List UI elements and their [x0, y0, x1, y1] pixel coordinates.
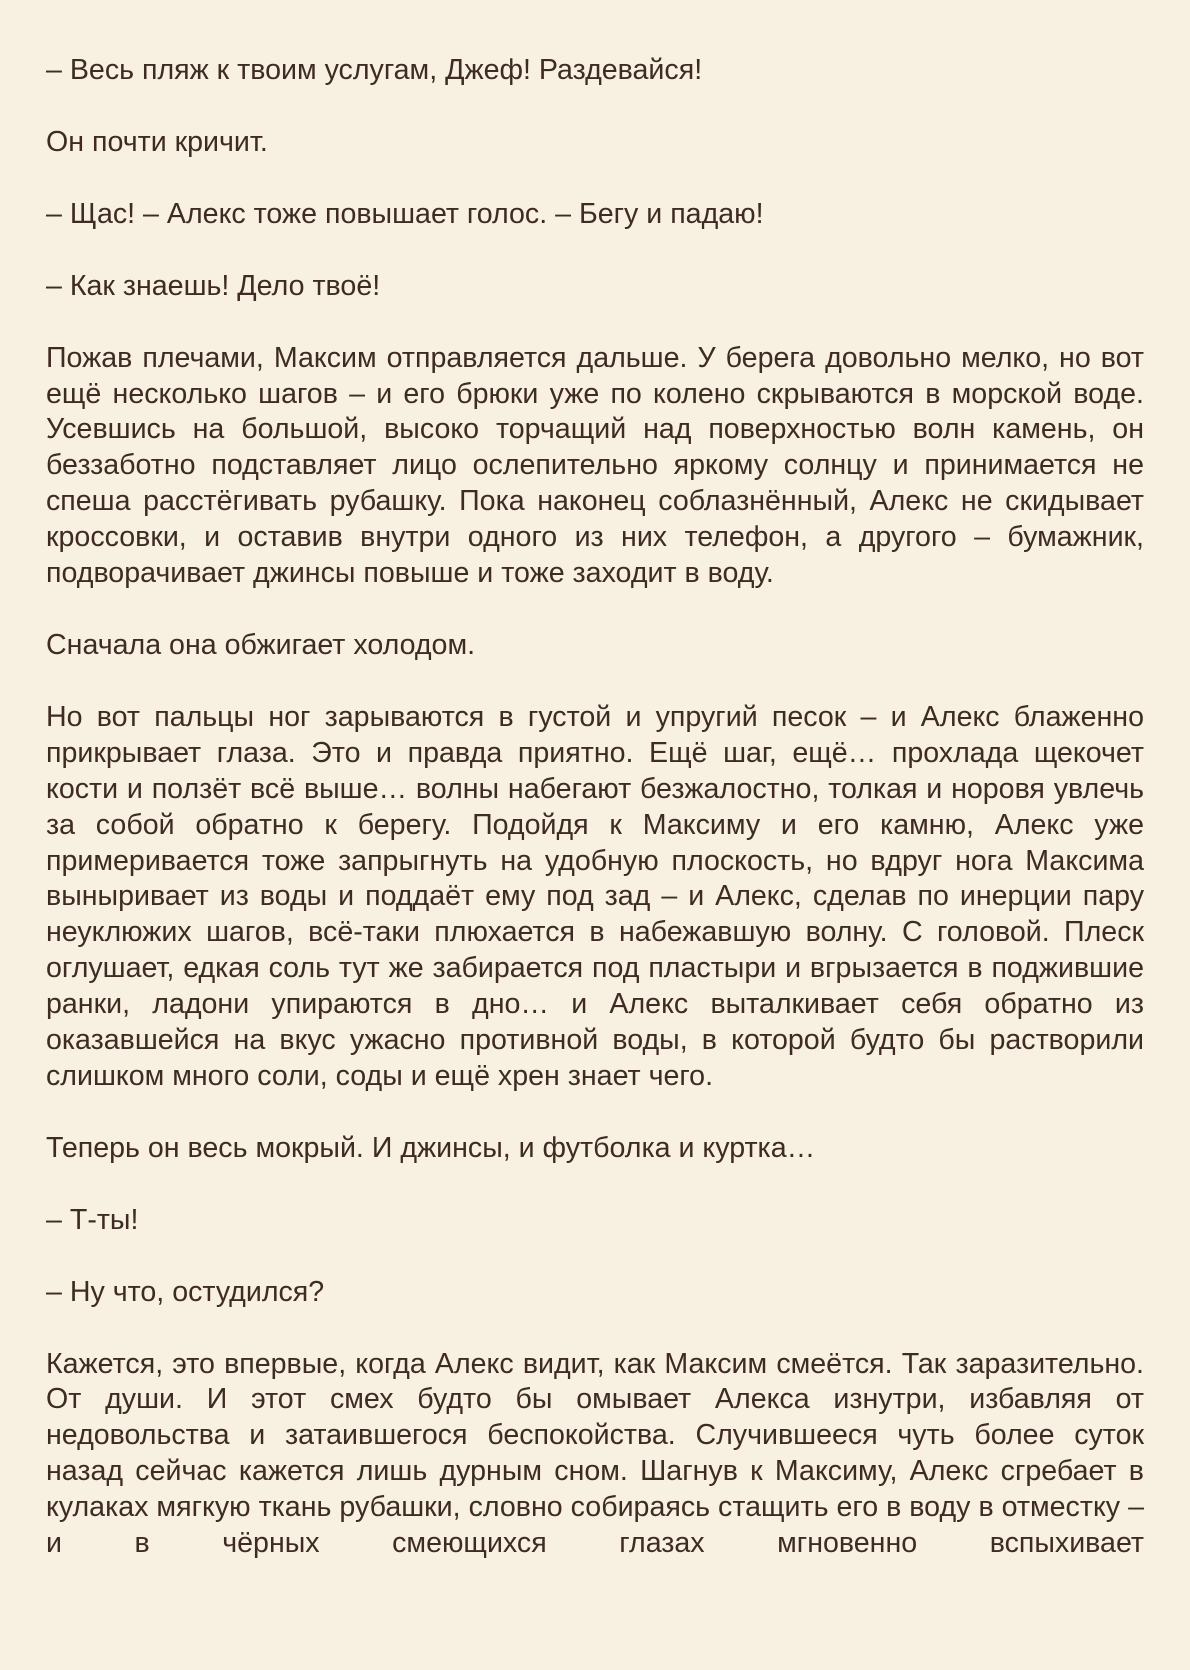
- paragraph-dialogue-you: – Т-ты!: [46, 1203, 139, 1236]
- paragraph-cold-water: Сначала она обжигает холодом.: [46, 628, 476, 661]
- paragraph-dialogue-beach: – Весь пляж к твоим услугам, Джеф! Раздевайся!: [46, 54, 703, 86]
- paragraph-all-wet: Теперь он весь мокрый. И джинсы, и футболка и куртка…: [46, 1131, 816, 1164]
- paragraph-alex-falls: Но вот пальцы ног зарываются в густой и упругий песок – и Алекс блаженно прикрывает глаза. Это и правда приятно. Ещё шаг, ещё… прохлада щекочет кости и ползёт всё выше… волны набегают безжалостно, толкая и норовя увлечь за собой обратно к берегу. Подойдя к Максиму и его камню, Алекс уже примеривается тоже запрыгнуть на удобную плоскость, но вдруг нога Максима выныривает из воды и поддаёт ему под зад – и Алекс, сделав по инерции пару неуклюжих шагов, всё-таки плюхается в набежавшую волну. С головой. Плеск оглушает, едкая соль тут же забирается под пластыри и вгрызается в поджившие ранки, ладони упираются в дно… и Алекс выталкивает себя обратно из оказавшейся на вкус ужасно противной воды, в которой будто бы растворили слишком много соли, соды и ещё хрен знает чего.: [46, 700, 1144, 1092]
- paragraph-dialogue-cooled-down: – Ну что, остудился?: [46, 1275, 325, 1308]
- paragraph-dialogue-reply: – Щас! – Алекс тоже повышает голос. – Бегу и падаю!: [46, 197, 764, 230]
- book-page: [46, 53, 1144, 1562]
- paragraph-maxim-laughs: Кажется, это впервые, когда Алекс видит, как Максим смеётся. Так заразительно. От души. И этот смех будто бы омывает Алекса изнутри, избавляя от недовольства и затаившегося беспокойства. Случившееся чуть более суток назад сейчас кажется лишь дурным сном. Шагнув к Максиму, Алекс сгребает в кулаках мягкую ткань рубашки, словно собираясь стащить его в воду в отместку – и в чёрных смеющихся глазах мгновенно вспыхивает: [46, 1347, 1144, 1560]
- paragraph-shouting: Он почти кричит.: [46, 125, 268, 158]
- paragraph-dialogue-as-you-wish: – Как знаешь! Дело твоё!: [46, 269, 381, 302]
- paragraph-maxim-goes-into-sea: Пожав плечами, Максим отправляется дальше. У берега довольно мелко, но вот ещё несколько шагов – и его брюки уже по колено скрываются в морской воде. Усевшись на большой, высоко торчащий над поверхностью волн камень, он беззаботно подставляет лицо ослепительно яркому солнцу и принимается не спеша расстёгивать рубашку. Пока наконец соблазнённый, Алекс не скидывает кроссовки, и оставив внутри одного из них телефон, а другого – бумажник, подворачивает джинсы повыше и тоже заходит в воду.: [46, 341, 1144, 590]
